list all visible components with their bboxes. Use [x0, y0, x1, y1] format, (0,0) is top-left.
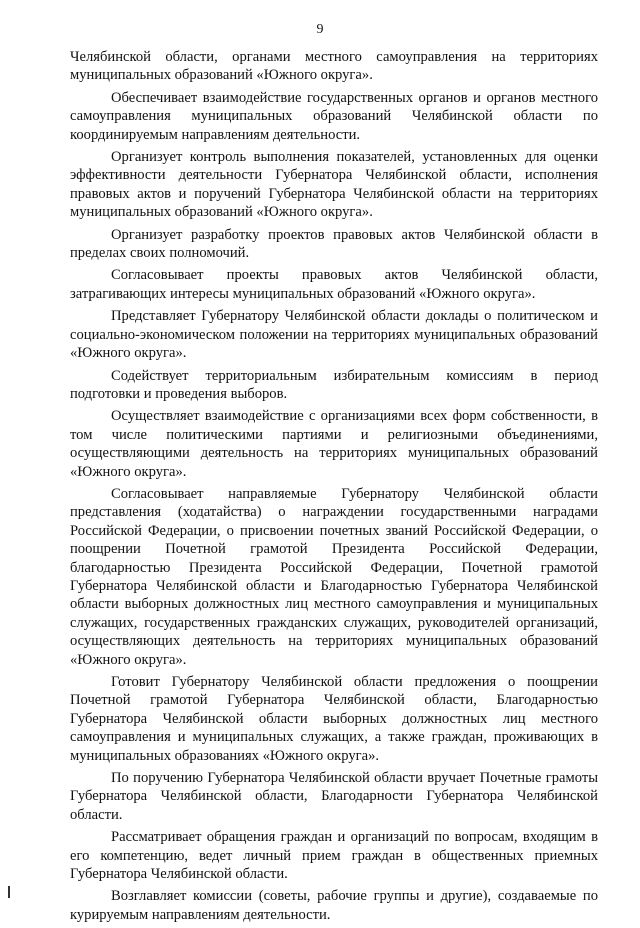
paragraph-commissions: Возглавляет комиссии (советы, рабочие группы и другие), создаваемые по курируемым направлениям деятельности.	[70, 888, 598, 923]
paragraph-presentation: По поручению Губернатора Челябинской области вручает Почетные грамоты Губернатора Челябинской области, Благодарности Губернатора Челябинской области.	[70, 770, 598, 823]
paragraph-appeals: Рассматривает обращения граждан и организаций по вопросам, входящим в его компетенцию, ведет личный прием граждан в общественных приемных Губернатора Челябинской области.	[70, 829, 598, 883]
paragraph-elections: Содействует территориальным избирательным комиссиям в период подготовки и проведения выборов.	[70, 367, 598, 402]
paragraph-interaction: Обеспечивает взаимодействие государственных органов и органов местного самоуправления муниципальных образований Челябинской области по координируемым направлениям деятельности.	[70, 89, 598, 143]
paragraph-proposals: Готовит Губернатору Челябинской области предложения о поощрении Почетной грамотой Губернатора Челябинской области, Благодарностью Губернатора Челябинской области выборных должностных лиц местного самоуправления и муниципальных служащих, а также граждан, проживающих в муниципальных образованиях «Южного округа».	[70, 674, 598, 764]
paragraph-organizations: Осуществляет взаимодействие с организациями всех форм собственности, в том числе политическими партиями и религиозными объединениями, осуществляющими деятельность на территориях муниципальных образований «Южного округа».	[70, 408, 598, 480]
page-number: 9	[316, 22, 324, 37]
scan-edge-mark	[8, 886, 10, 898]
paragraph-reports: Представляет Губернатору Челябинской области доклады о политическом и социально-экономическом положении на территориях муниципальных образований «Южного округа».	[70, 308, 598, 362]
paragraph-continuation: Челябинской области, органами местного самоуправления на территориях муниципальных образований «Южного округа».	[70, 49, 598, 84]
paragraph-drafting: Организует разработку проектов правовых актов Челябинской области в пределах своих полномочий.	[70, 226, 598, 262]
paragraph-awards: Согласовывает направляемые Губернатору Челябинской области представления (ходатайства) о награждении государственными наградами Российской Федерации, о присвоении почетных званий Российской Федерации, о поощрении Почетной грамотой Президента Российской Федерации, благодарностью Президента Российской Федерации, Почетной грамотой Губернатора Челябинской области и Благодарностью Губернатора Челябинской области выборных должностных лиц местного самоуправления и муниципальных служащих, государственных гражданских служащих, руководителей организаций, осуществляющих деятельность на территориях муниципальных образований «Южного округа».	[70, 485, 598, 668]
paragraph-approval: Согласовывает проекты правовых актов Челябинской области, затрагивающих интересы муниципальных образований «Южного округа».	[70, 267, 598, 302]
paragraph-control: Организует контроль выполнения показателей, установленных для оценки эффективности деятельности Губернатора Челябинской области, исполнения правовых актов и поручений Губернатора Челябинской области на территориях муниципальных образований «Южного округа».	[70, 149, 598, 221]
document-body	[70, 48, 598, 928]
